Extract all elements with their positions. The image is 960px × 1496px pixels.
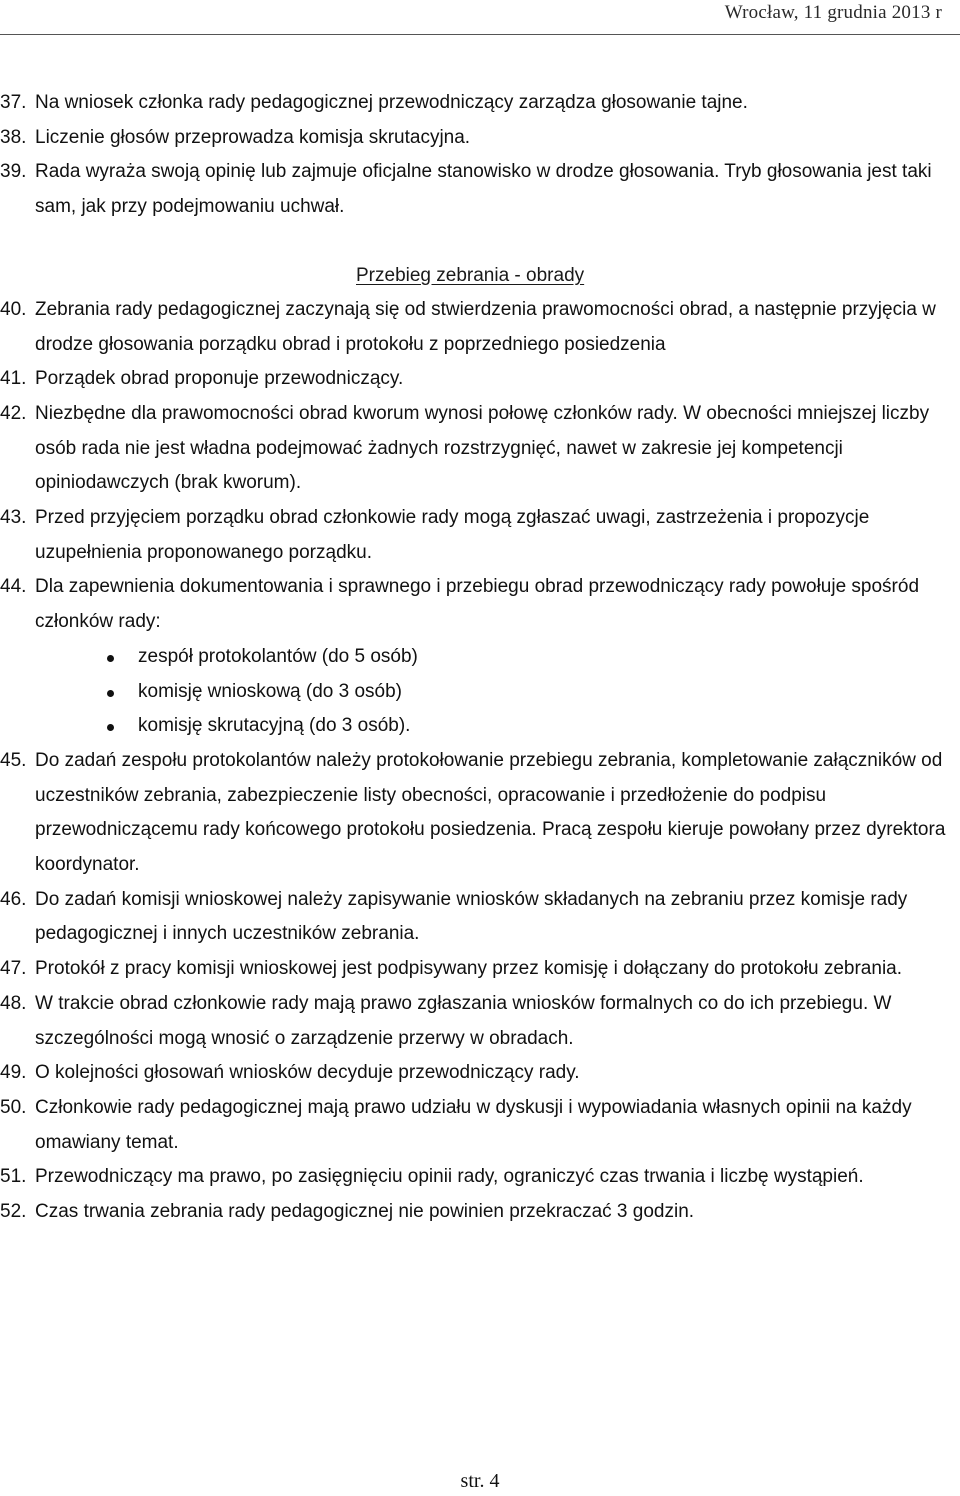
list-item bbox=[0, 293, 960, 362]
page-footer bbox=[0, 1470, 960, 1493]
item-text: W trakcie obrad członkowie rady mają prawo zgłaszania wniosków formalnych co do ich przebiegu. W szczególności mogą wnosić o zarządzenie przerwy w obradach. bbox=[35, 992, 892, 1049]
bullet-dot-icon bbox=[107, 690, 114, 697]
item-number: 43. bbox=[0, 507, 27, 529]
item-text: Przed przyjęciem porządku obrad członkowie rady mogą zgłaszać uwagi, zastrzeżenia i propozycje uzupełnienia proponowanego porządku. bbox=[35, 507, 870, 563]
list-item bbox=[0, 155, 960, 224]
bullet-text: zespół protokolantów (do 5 osób) bbox=[138, 645, 418, 667]
document-header-date: Wrocław, 11 grudnia 2013 r bbox=[724, 2, 942, 23]
item-number: 51. bbox=[0, 1166, 27, 1188]
document-body bbox=[0, 86, 960, 1230]
bullet-dot-icon bbox=[107, 655, 114, 662]
list-item bbox=[0, 987, 960, 1056]
list-item bbox=[0, 121, 960, 156]
item-number: 46. bbox=[0, 888, 27, 910]
item-number: 50. bbox=[0, 1096, 27, 1118]
item-text: Porządek obrad proponuje przewodniczący. bbox=[35, 368, 404, 390]
item-number: 38. bbox=[0, 126, 27, 148]
item-text: Czas trwania zebrania rady pedagogicznej nie powinien przekraczać 3 godzin. bbox=[35, 1201, 695, 1223]
section-heading: Przebieg zebrania - obrady bbox=[356, 264, 585, 286]
list-item bbox=[0, 1195, 960, 1230]
bullet-item bbox=[0, 640, 960, 675]
item-text: Rada wyraża swoją opinię lub zajmuje oficjalne stanowisko w drodze głosowania. Tryb głosowania jest taki sam, jak przy podejmowaniu uchwał. bbox=[35, 161, 932, 218]
item-text: Dla zapewnienia dokumentowania i sprawnego i przebiegu obrad przewodniczący rady powołuje spośród członków rady: bbox=[35, 576, 920, 633]
item-number: 39. bbox=[0, 161, 27, 183]
bullet-dot-icon bbox=[107, 724, 114, 731]
item-number: 37. bbox=[0, 92, 27, 113]
item-text: Protokół z pracy komisji wnioskowej jest podpisywany przez komisję i dołączany do protokołu zebrania. bbox=[35, 958, 903, 980]
bullet-list bbox=[0, 640, 960, 744]
list-item bbox=[0, 570, 960, 639]
list-item bbox=[0, 501, 960, 570]
item-number: 41. bbox=[0, 368, 27, 390]
bullet-item bbox=[0, 675, 960, 710]
item-text: Liczenie głosów przeprowadza komisja skrutacyjna. bbox=[35, 126, 471, 148]
item-text: Do zadań zespołu protokolantów należy protokołowanie przebiegu zebrania, kompletowanie załączników od uczestników zebrania, zabezpieczenie listy obecności, opracowanie i przedłożenie do podpisu przewodniczącemu rady końcowego protokołu posiedzenia. Pracą zespołu kieruje powołany przez dyrektora koordynator. bbox=[35, 749, 946, 876]
item-text: Na wniosek członka rady pedagogicznej przewodniczący zarządza głosowanie tajne. bbox=[35, 92, 748, 113]
bullet-text: komisję wnioskową (do 3 osób) bbox=[138, 680, 403, 702]
item-number: 40. bbox=[0, 298, 27, 320]
item-number: 52. bbox=[0, 1201, 27, 1223]
item-text: Członkowie rady pedagogicznej mają prawo udziału w dyskusji i wypowiadania własnych opinii na każdy omawiany temat. bbox=[35, 1096, 912, 1153]
item-text: Niezbędne dla prawomocności obrad kworum wynosi połowę członków rady. W obecności mniejszej liczby osób rada nie jest władna podejmować żadnych rozstrzygnięć, nawet w zakresie jej kompetencji opiniodawczych (brak kworum). bbox=[35, 402, 930, 494]
page-number: str. 4 bbox=[460, 1470, 500, 1492]
list-item bbox=[0, 362, 960, 397]
list-item bbox=[0, 744, 960, 883]
list-item bbox=[0, 1091, 960, 1160]
item-text: Zebrania rady pedagogicznej zaczynają się od stwierdzenia prawomocności obrad, a następnie przyjęcia w drodze głosowania porządku obrad i protokołu z poprzedniego posiedzenia bbox=[35, 298, 936, 355]
item-text: O kolejności głosowań wniosków decyduje przewodniczący rady. bbox=[35, 1062, 580, 1084]
header-rule bbox=[0, 34, 960, 35]
bullet-item bbox=[0, 709, 960, 744]
list-item bbox=[0, 397, 960, 501]
list-item bbox=[0, 952, 960, 987]
item-number: 44. bbox=[0, 576, 27, 598]
item-number: 48. bbox=[0, 992, 27, 1014]
list-item bbox=[0, 86, 960, 121]
item-text: Do zadań komisji wnioskowej należy zapisywanie wniosków składanych na zebraniu przez komisje rady pedagogicznej i innych uczestników zebrania. bbox=[35, 888, 908, 945]
item-number: 49. bbox=[0, 1062, 27, 1084]
item-number: 45. bbox=[0, 749, 27, 771]
list-item bbox=[0, 883, 960, 952]
list-item bbox=[0, 1056, 960, 1091]
item-number: 47. bbox=[0, 958, 27, 980]
item-number: 42. bbox=[0, 402, 27, 424]
list-item bbox=[0, 1160, 960, 1195]
bullet-text: komisję skrutacyjną (do 3 osób). bbox=[138, 715, 411, 737]
item-text: Przewodniczący ma prawo, po zasięgnięciu opinii rady, ograniczyć czas trwania i liczbę wystąpień. bbox=[35, 1166, 864, 1188]
